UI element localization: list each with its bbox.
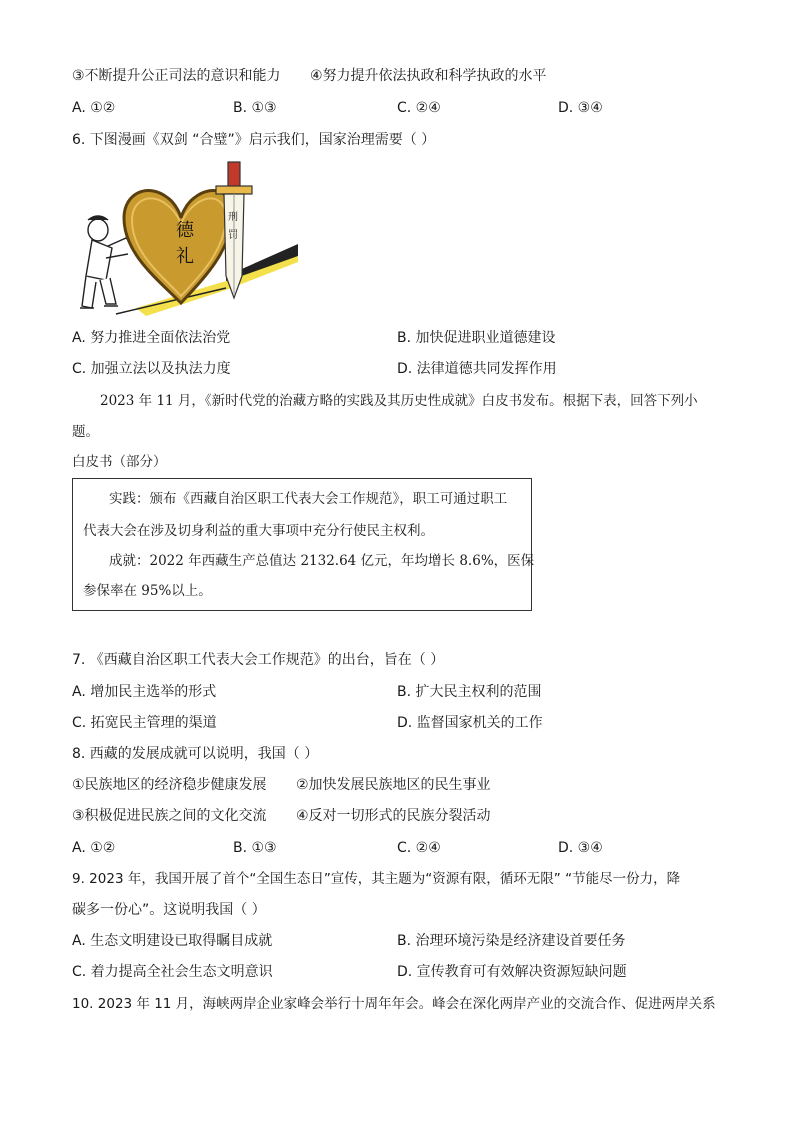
q6-stem: 6. 下图漫画《双剑 “合璧”》启示我们，国家治理需要（ ） <box>72 132 436 148</box>
q5-item-3: ③不断提升公正司法的意识和能力 <box>72 68 281 84</box>
q5-option-b: B. ①③ <box>233 100 277 116</box>
heart-text-2: 礼 <box>176 246 194 267</box>
q7-option-a: A. 增加民主选举的形式 <box>72 684 217 700</box>
q10-stem-line-1: 10. 2023 年 11 月，海峡两岸企业家峰会举行十周年年会。峰会在深化两岸产业的交流合作、促进两岸关系 <box>72 996 716 1012</box>
q7-option-d: D. 监督国家机关的工作 <box>397 715 543 731</box>
q6-option-d: D. 法律道德共同发挥作用 <box>397 361 557 377</box>
cartoon-image <box>76 158 298 318</box>
q8-option-c: C. ②④ <box>397 840 441 856</box>
q5-option-a: A. ①② <box>72 100 116 116</box>
material-intro-line-2: 题。 <box>72 424 99 440</box>
box-line-3: 成就：2022 年西藏生产总值达 2132.64 亿元，年均增长 8.6%，医保 <box>109 553 535 569</box>
q9-option-b: B. 治理环境污染是经济建设首要任务 <box>397 933 626 949</box>
q8-item-1: ①民族地区的经济稳步健康发展 <box>72 777 267 793</box>
q7-option-b: B. 扩大民主权利的范围 <box>397 684 542 700</box>
q9-option-a: A. 生态文明建设已取得瞩目成就 <box>72 933 273 949</box>
material-intro-line-1: 2023 年 11 月，《新时代党的治藏方略的实践及其历史性成就》白皮书发布。根据下表，回答下列小 <box>100 393 698 409</box>
sword-text-2: 罚 <box>228 230 238 241</box>
q6-option-a: A. 努力推进全面依法治党 <box>72 330 231 346</box>
sword-text-1: 刑 <box>228 212 238 223</box>
table-title: 白皮书（部分） <box>72 454 167 470</box>
q9-stem-line-1: 9. 2023 年，我国开展了首个“全国生态日”宣传，其主题为“资源有限，循环无限” “节能尽一份力，降 <box>72 871 681 887</box>
q8-stem: 8. 西藏的发展成就可以说明，我国（ ） <box>72 746 319 762</box>
q8-item-2: ②加快发展民族地区的民生事业 <box>296 777 491 793</box>
q7-option-c: C. 拓宽民主管理的渠道 <box>72 715 217 731</box>
white-paper-box <box>72 478 535 611</box>
heart-text-1: 德 <box>176 220 194 241</box>
q8-option-d: D. ③④ <box>558 840 603 856</box>
box-line-1: 实践：颁布《西藏自治区职工代表大会工作规范》，职工可通过职工 <box>109 491 508 507</box>
q6-option-c: C. 加强立法以及执法力度 <box>72 361 231 377</box>
q5-option-d: D. ③④ <box>558 100 603 116</box>
q6-option-b: B. 加快促进职业道德建设 <box>397 330 556 346</box>
q9-stem-line-2: 碳多一份心”。这说明我国（ ） <box>72 902 266 918</box>
box-line-2: 代表大会在涉及切身利益的重大事项中充分行使民主权利。 <box>83 523 434 539</box>
q8-option-a: A. ①② <box>72 840 116 856</box>
q9-option-c: C. 着力提高全社会生态文明意识 <box>72 964 273 980</box>
box-line-4: 参保率在 95%以上。 <box>83 583 212 599</box>
q8-item-3: ③积极促进民族之间的文化交流 <box>72 808 267 824</box>
q5-option-c: C. ②④ <box>397 100 441 116</box>
q8-option-b: B. ①③ <box>233 840 277 856</box>
q9-option-d: D. 宣传教育可有效解决资源短缺问题 <box>397 964 627 980</box>
person-figure <box>80 216 130 308</box>
q5-item-4: ④努力提升依法执政和科学执政的水平 <box>310 68 547 84</box>
q8-item-4: ④反对一切形式的民族分裂活动 <box>296 808 491 824</box>
q7-stem: 7. 《西藏自治区职工代表大会工作规范》的出台，旨在（ ） <box>72 652 445 668</box>
